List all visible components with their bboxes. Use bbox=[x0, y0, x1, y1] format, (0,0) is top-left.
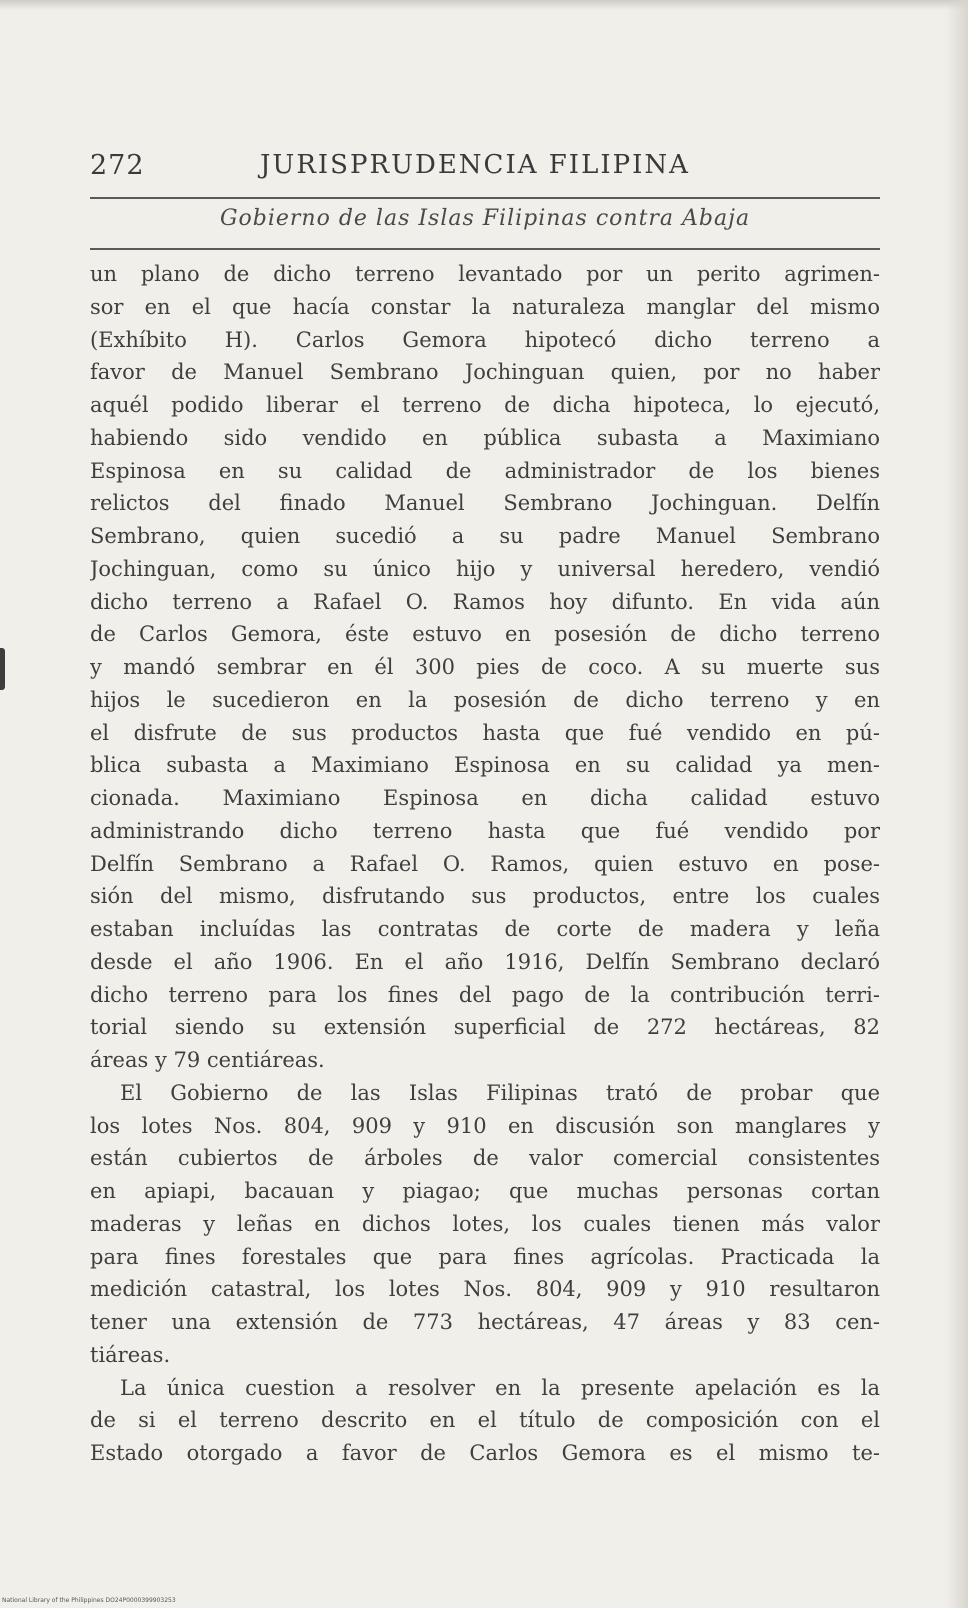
running-title: JURISPRUDENCIA FILIPINA bbox=[260, 150, 690, 180]
text-line: un plano de dicho terreno levantado por un perito agrimen- bbox=[90, 262, 880, 286]
text-line: están cubiertos de árboles de valor comercial consistentes bbox=[90, 1146, 880, 1171]
text-line: cionada. Maximiano Espinosa en dicha calidad estuvo bbox=[90, 786, 880, 810]
text-line: aquél podido liberar el terreno de dicha hipoteca, lo ejecutó, bbox=[90, 393, 880, 417]
text-line: torial siendo su extensión superficial de 272 hectáreas, 82 bbox=[90, 1015, 880, 1040]
text-line: dicho terreno para los fines del pago de la contribución terri- bbox=[90, 982, 880, 1007]
text-line: Sembrano, quien sucedió a su padre Manuel Sembrano bbox=[90, 524, 880, 548]
text-line: y mandó sembrar en él 300 pies de coco. A su muerte sus bbox=[90, 655, 880, 679]
text-line: Estado otorgado a favor de Carlos Gemora es el mismo te- bbox=[90, 1441, 880, 1465]
text-line: tener una extensión de 773 hectáreas, 47 áreas y 83 cen- bbox=[90, 1310, 880, 1334]
page-right-edge bbox=[946, 0, 968, 1608]
page-top-shadow bbox=[0, 0, 968, 10]
text-line: para fines forestales que para fines agrícolas. Practicada la bbox=[90, 1244, 880, 1269]
text-line: Delfín Sembrano a Rafael O. Ramos, quien estuvo en pose- bbox=[90, 851, 880, 876]
text-line: de si el terreno descrito en el título de composición con el bbox=[90, 1408, 880, 1433]
text-line: maderas y leñas en dichos lotes, los cuales tienen más valor bbox=[90, 1211, 880, 1236]
text-line: relictos del finado Manuel Sembrano Jochinguan. Delfín bbox=[90, 491, 880, 516]
text-line: hijos le sucedieron en la posesión de dicho terreno y en bbox=[90, 687, 880, 712]
header-rule-bottom bbox=[90, 248, 880, 250]
case-caption: Gobierno de las Islas Filipinas contra Abaja bbox=[219, 206, 751, 231]
page-number: 272 bbox=[90, 150, 145, 181]
page-header bbox=[90, 150, 880, 190]
text-line: los lotes Nos. 804, 909 y 910 en discusión son manglares y bbox=[90, 1113, 880, 1138]
text-line: tiáreas. bbox=[90, 1342, 171, 1367]
text-line: favor de Manuel Sembrano Jochinguan quien, por no haber bbox=[90, 360, 880, 385]
text-line: en apiapi, bacauan y piagao; que muchas personas cortan bbox=[90, 1179, 880, 1203]
text-line: el disfrute de sus productos hasta que fué vendido en pú- bbox=[90, 720, 880, 745]
text-line: La única cuestion a resolver en la presente apelación es la bbox=[120, 1375, 880, 1400]
header-rule-top bbox=[90, 197, 880, 199]
text-line: Espinosa en su calidad de administrador de los bienes bbox=[90, 458, 880, 483]
text-line: desde el año 1906. En el año 1916, Delfín Sembrano declaró bbox=[90, 949, 880, 974]
text-line: El Gobierno de las Islas Filipinas trató de probar que bbox=[120, 1080, 880, 1105]
binding-mark bbox=[0, 648, 5, 690]
text-line: dicho terreno a Rafael O. Ramos hoy difunto. En vida aún bbox=[90, 589, 880, 614]
text-line: administrando dicho terreno hasta que fué vendido por bbox=[90, 818, 880, 843]
text-line: de Carlos Gemora, éste estuvo en posesión de dicho terreno bbox=[90, 622, 880, 647]
text-line: áreas y 79 centiáreas. bbox=[90, 1048, 325, 1072]
text-line: estaban incluídas las contratas de corte de madera y leña bbox=[90, 917, 880, 941]
text-line: medición catastral, los lotes Nos. 804, 909 y 910 resultaron bbox=[90, 1277, 880, 1302]
text-line: habiendo sido vendido en pública subasta a Maximiano bbox=[90, 425, 880, 450]
scan-credit: National Library of the Philippines DO24P0000399903253 bbox=[2, 1597, 176, 1604]
text-line: (Exhíbito H). Carlos Gemora hipotecó dicho terreno a bbox=[90, 327, 880, 352]
text-line: Jochinguan, como su único hijo y universal heredero, vendió bbox=[90, 556, 880, 581]
text-line: sión del mismo, disfrutando sus productos, entre los cuales bbox=[90, 884, 880, 909]
body-text bbox=[90, 258, 880, 1470]
text-line: sor en el que hacía constar la naturaleza manglar del mismo bbox=[90, 294, 880, 319]
text-line: blica subasta a Maximiano Espinosa en su calidad ya men- bbox=[90, 753, 880, 778]
